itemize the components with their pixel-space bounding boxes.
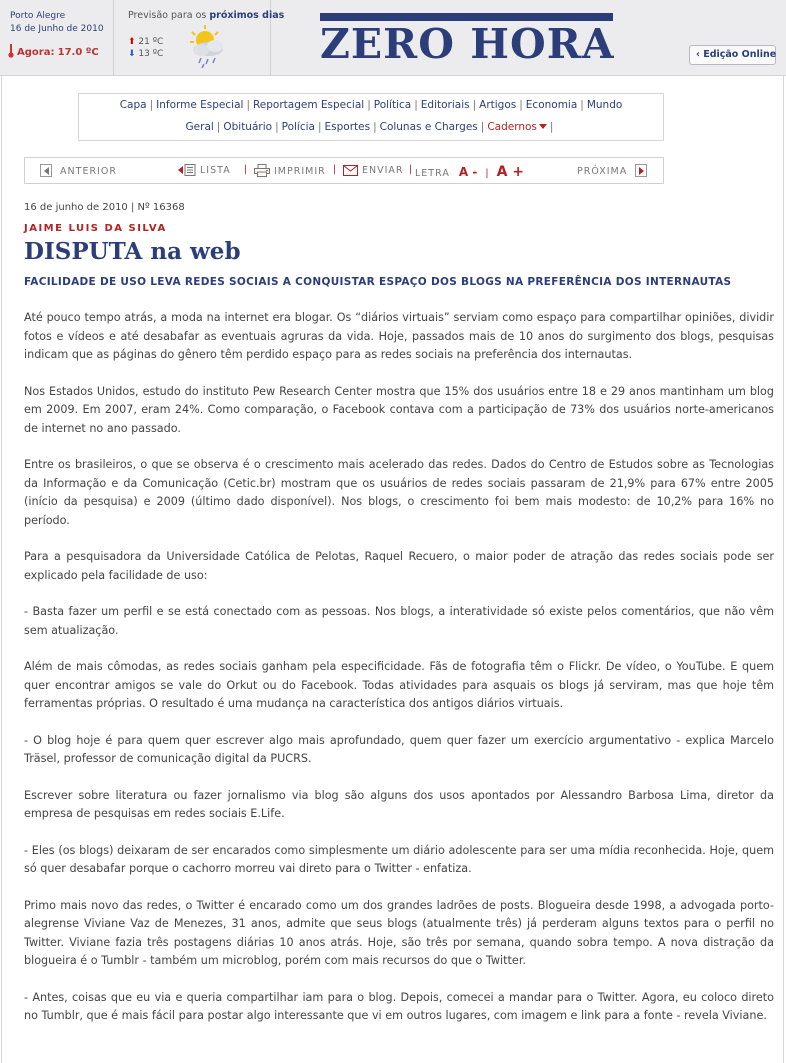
lista-button[interactable]: [178, 164, 231, 176]
chevron-down-icon: [539, 124, 547, 129]
nav-informe-especial[interactable]: Informe Especial: [156, 99, 244, 111]
section-nav: [78, 93, 664, 141]
article-toolbar: [24, 157, 664, 184]
printer-icon: [254, 164, 270, 177]
forecast-low-value: 13 ºC: [138, 49, 164, 59]
forecast-title-prefix: Previsão para os: [128, 10, 210, 21]
envelope-icon: [343, 164, 358, 176]
font-decrease-button[interactable]: A -: [458, 165, 478, 179]
article-paragraph: - Antes, coisas que eu via e queria compartilhar iam para o blog. Depois, comecei a mandar para o Twitter. Agora, eu coloco direto no Tumblr, que é mais fácil para postar algo interessante que vi em outros lugares, com imagem e link para a fonte - revela Viviane.: [24, 990, 774, 1022]
article-paragraph: - Eles (os blogs) deixaram de ser encarados como simplesmente um diário adolescente para ser uma mídia reconhecida. Hoje, quem só quer desabafar porque o cachorro morreu vai direto para o Twitter - enfatiza.: [24, 843, 774, 875]
edicao-online-button[interactable]: ‹ Edição Online: [689, 45, 776, 65]
article-paragraph: - Basta fazer um perfil e se está conectado com as pessoas. Nos blogs, a interatividade só existe pelos comentários, que não vêm sem atualização.: [24, 605, 774, 637]
arrow-left-icon: [40, 164, 52, 177]
article-dateline: 16 de junho de 2010 | Nº 16368: [24, 202, 185, 213]
nav-geral[interactable]: Geral: [185, 121, 214, 133]
toolbar-divider: |: [485, 168, 489, 179]
article-subhead: FACILIDADE DE USO LEVA REDES SOCIAIS A CONQUISTAR ESPAÇO DOS BLOGS NA PREFERÊNCIA DOS INTERNAUTAS: [24, 276, 732, 288]
nav-row-1: Capa | Informe Especial | Reportagem Especial | Política | Editoriais | Artigos | Economia | Mundo: [119, 99, 623, 111]
imprimir-label: IMPRIMIR: [274, 166, 326, 177]
current-temperature: [8, 44, 99, 58]
article-body: [24, 309, 774, 1044]
nav-policia[interactable]: Polícia: [281, 121, 315, 133]
article-paragraph: Para a pesquisadora da Universidade Católica de Pelotas, Raquel Recuero, o maior poder de atração das redes sociais pode ser explicado pela facilidade de uso:: [24, 550, 774, 582]
nav-politica[interactable]: Política: [373, 99, 412, 111]
city-name: Porto Alegre: [10, 11, 66, 21]
article-paragraph: Escrever sobre literatura ou fazer jornalismo via blog são alguns dos usos apontados por Alessandro Barbosa Lima, diretor da empresa de pesquisas em redes sociais E.Life.: [24, 788, 774, 820]
now-temp-value: 17.0 ºC: [57, 47, 99, 58]
nav-obituario[interactable]: Obituário: [223, 121, 273, 133]
forecast-title: [128, 10, 285, 21]
enviar-button[interactable]: [343, 164, 404, 176]
partly-cloudy-rain-icon: [183, 22, 235, 70]
zero-hora-logo[interactable]: ZERO HORA: [320, 20, 615, 68]
nav-capa[interactable]: Capa: [119, 99, 147, 111]
list-icon: [178, 164, 196, 176]
nav-reportagem-especial[interactable]: Reportagem Especial: [252, 99, 365, 111]
nav-mundo[interactable]: Mundo: [586, 99, 623, 111]
now-label: Agora:: [17, 47, 55, 58]
article-author: JAIME LUIS DA SILVA: [24, 223, 167, 234]
enviar-label: ENVIAR: [362, 165, 404, 176]
article-paragraph: Além de mais cômodas, as redes sociais ganham pela especificidade. Fãs de fotografia têm o Flickr. De vídeo, o YouTube. E quem quer encontrar amigos se vale do Orkut ou do Facebook. Todas atividades para asquais os blogs já serviram, mas que hoje têm ferramentas próprias. O resultado é uma mudança na característica dos antigos diários virtuais.: [24, 660, 774, 710]
nav-cadernos-label: Cadernos: [487, 121, 537, 133]
forecast-panel[interactable]: [115, 0, 285, 76]
article-paragraph: Nos Estados Unidos, estudo do instituto Pew Research Center mostra que 15% dos usuários entre 18 e 29 anos mantinham um blog em 2009. Em 2007, eram 24%. Como comparação, o Facebook contava com a participação de 73% dos usuários norte-americanos de internet no ano passado.: [24, 384, 774, 435]
letra-label: LETRA: [415, 168, 450, 179]
article-headline: DISPUTA na web: [24, 238, 241, 265]
letra-controls: [415, 164, 524, 180]
nav-row-2: Geral | Obituário | Polícia | Esportes | Colunas e Charges | Cadernos |: [185, 121, 554, 133]
nav-artigos[interactable]: Artigos: [479, 99, 517, 111]
nav-economia[interactable]: Economia: [525, 99, 578, 111]
nav-esportes[interactable]: Esportes: [324, 121, 371, 133]
top-header: [0, 0, 786, 76]
article-paragraph: Até pouco tempo atrás, a moda na internet era blogar. Os “diários virtuais” serviam como espaço para compartilhar opiniões, dividir fotos e vídeos e até desabafar as eventuais agruras da vida. Hoje, passados mais de 10 anos do surgimento dos blogs, pesquisas indicam que as páginas do gênero têm perdido espaço para as redes sociais na preferência dos internautas.: [24, 311, 774, 361]
arrow-right-icon: [635, 164, 647, 177]
thermometer-icon: [8, 44, 14, 58]
proxima-label: PRÓXIMA: [577, 166, 628, 177]
toolbar-divider: |: [244, 164, 248, 175]
article-paragraph: Entre os brasileiros, o que se observa é o crescimento mais acelerado das redes. Dados do Centro de Estudos sobre as Tecnologias da Informação e da Comunicação (Cetic.br) mostram que os usuários de redes sociais passaram de 21,9% para 67% entre 2005 (início da pesquisa) e 2009 (último dado disponível). Nos blogs, o crescimento foi bem mais modesto: de 10,2% para 16% no período.: [24, 458, 774, 527]
article-paragraph: - O blog hoje é para quem quer escrever algo mais aprofundado, quem quer fazer um exercício argumentativo - explica Marcelo Träsel, professor de comunicação digital da PUCRS.: [24, 733, 774, 765]
forecast-high-value: 21 ºC: [138, 37, 164, 47]
forecast-title-bold: próximos dias: [209, 10, 285, 21]
nav-cadernos-dropdown[interactable]: [487, 121, 547, 133]
proxima-button[interactable]: [577, 164, 647, 177]
toolbar-divider: |: [409, 164, 413, 175]
forecast-high: ⬆ 21 ºC: [128, 37, 164, 47]
imprimir-button[interactable]: [254, 164, 326, 177]
current-date: 16 de Junho de 2010: [10, 24, 104, 34]
toolbar-divider: |: [333, 164, 337, 175]
nav-editoriais[interactable]: Editoriais: [420, 99, 470, 111]
forecast-low: ⬇ 13 ºC: [128, 49, 164, 59]
forecast-temps: [128, 36, 163, 60]
anterior-label: ANTERIOR: [60, 166, 117, 177]
anterior-button[interactable]: [40, 164, 117, 177]
article-paragraph: Primo mais novo das redes, o Twitter é encarado como um dos grandes ladrões de posts. Blogueira desde 1998, a advogada porto-alegrense Viviane Vaz de Menezes, 31 anos, admite que seus blogs (atualmente três) já perderam alguns textos para o perfil no Twitter. Viviane fazia três postagens diárias 10 anos atrás. Hoje, são três por semana, quando sobra tempo. A nova distração da blogueira é o Tumblr - também um microblog, porém com mais recursos do que o Twitter.: [24, 898, 774, 967]
location-weather-now: [0, 0, 114, 76]
lista-label: LISTA: [200, 165, 231, 176]
nav-colunas-charges[interactable]: Colunas e Charges: [379, 121, 478, 133]
font-increase-button[interactable]: A +: [496, 164, 525, 180]
